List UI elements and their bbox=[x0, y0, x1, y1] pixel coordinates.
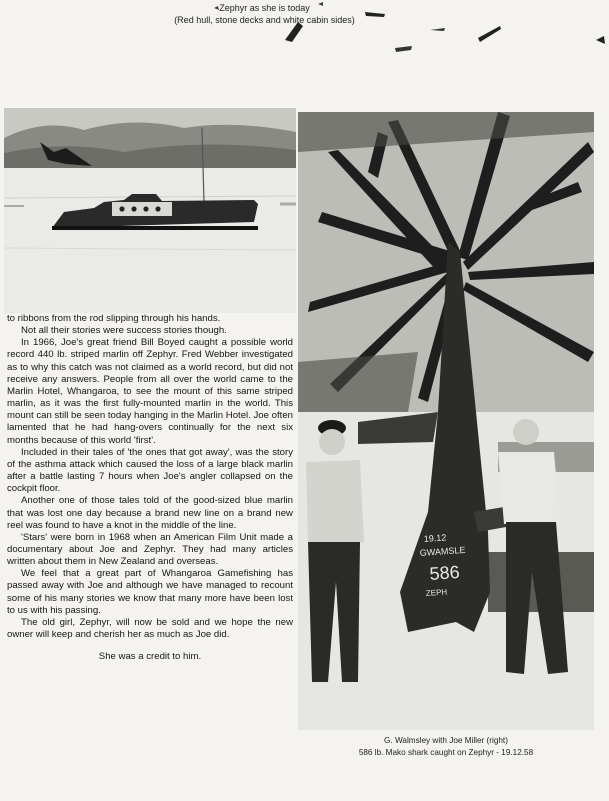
catch-caption-line1: G. Walmsley with Joe Miller (right) bbox=[384, 736, 508, 745]
article-paragraph: In 1966, Joe's great friend Bill Boyed caught a possible world record 440 lb. striped marlin off Zephyr. Fred Webber investigated as to why this catch was not claimed as a world record, but did not receive any answers. People from all over the world came to the Marlin Hotel, Whangaroa, to see the mount of this same striped marlin, as it was the first fully-mounted marlin in the world. This mount can still be seen today hanging in the Marlin Hotel. Joe often lamented that he had hang-overs continually for the next six months because of this world 'first'. bbox=[7, 337, 293, 446]
top-caption-line2: (Red hull, stone decks and white cabin sides) bbox=[174, 15, 355, 25]
article-paragraph: 'Stars' were born in 1968 when an American Film Unit made a documentary about Joe and Zephyr. They had many articles written about them in New Zealand and overseas. bbox=[7, 531, 293, 568]
catch-caption-line2: 586 lb. Mako shark caught on Zephyr - 19.12.58 bbox=[358, 748, 534, 757]
article-closing-line: She was a credit to him. bbox=[98, 651, 202, 663]
fish-lettering-2: GWAMSLE bbox=[419, 544, 466, 558]
article-paragraph: to ribbons from the rod slipping through his hands. bbox=[7, 313, 221, 324]
article-paragraph: Included in their tales of 'the ones that got away', was the story of the asthma attack which caused the loss of a large black marlin after a battle lasting 7 hours when Joe's angler collapsed on the cockpit floor. bbox=[7, 446, 293, 495]
fish-lettering-4: ZEPH bbox=[425, 587, 448, 598]
top-caption-line1: Zephyr as she is today bbox=[219, 3, 310, 13]
article-paragraph: Not all their stories were success stories though. bbox=[21, 325, 227, 337]
print-specks bbox=[0, 0, 609, 110]
fish-lettering-1: 19.12 bbox=[423, 532, 447, 544]
catch-photo-caption bbox=[298, 735, 594, 759]
article-body bbox=[7, 313, 293, 663]
catch-photo bbox=[298, 112, 594, 730]
boat-photo bbox=[4, 108, 296, 313]
article-paragraph: We feel that a great part of Whangaroa Gamefishing has passed away with Joe and although we have managed to recount some of his many stories we know that many more have been lost to us with his passing. bbox=[7, 568, 293, 616]
fish-lettering-3: 586 bbox=[428, 561, 461, 584]
article-paragraph: The old girl, Zephyr, will now be sold and we hope the new owner will keep and cherish her as much as Joe did. bbox=[7, 616, 293, 641]
article-paragraph: Another one of those tales told of the good-sized blue marlin that was lost one day because a brand new line on a brand new reel was found to have a knot in the middle of the line. bbox=[7, 495, 293, 531]
